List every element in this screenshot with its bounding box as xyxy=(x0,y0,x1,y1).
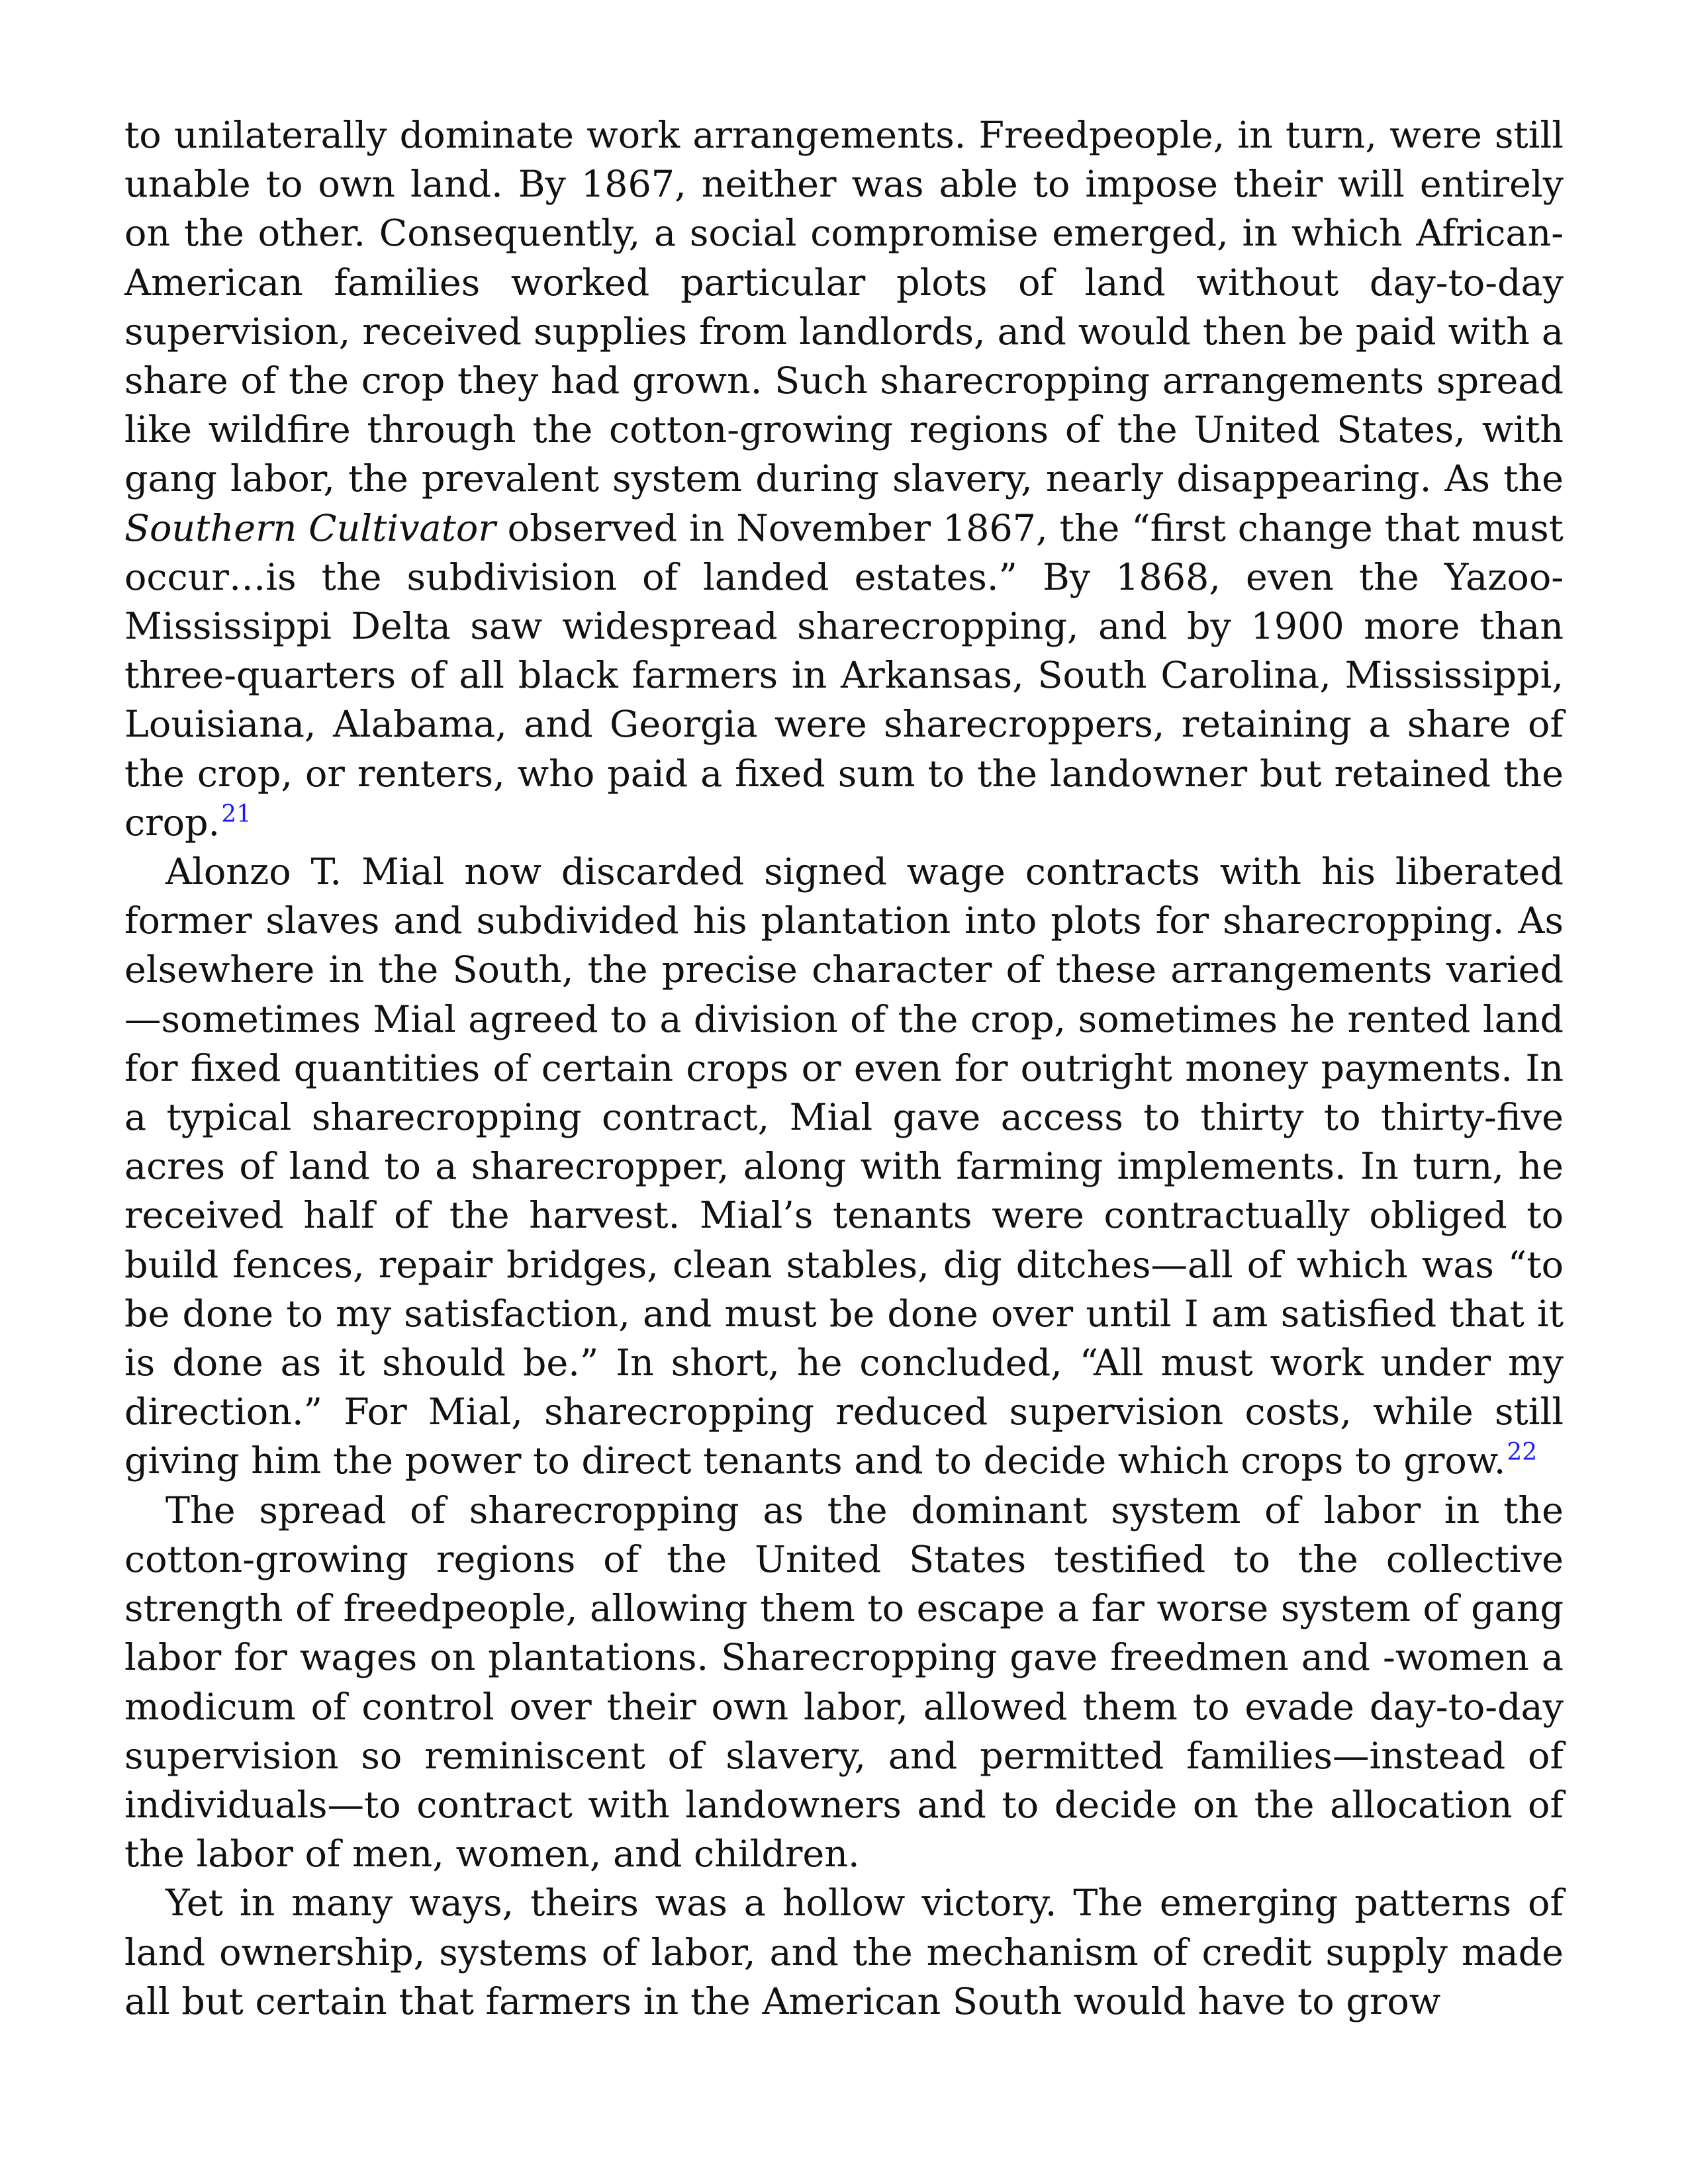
footnote-link-22[interactable]: 22 xyxy=(1507,1439,1538,1467)
paragraph-2-text: Alonzo T. Mial now discarded signed wage contracts with his liberated former slaves and subdivided his plantation into plots for sharecropping. As elsewhere in the South, the precise character of these arrangements varied—sometimes Mial agreed to a division of the crop, sometimes he rented land for fixed quantities of certain crops or even for outright money payments. In a typical sharecropping contract, Mial gave access to thirty to thirty-five acres of land to a sharecropper, along with farming implements. In turn, he received half of the harvest. Mial’s tenants were contractually obliged to build fences, repair bridges, clean stables, dig ditches—all of which was “to be done to my satisfaction, and must be done over until I am satisfied that it is done as it should be.” In short, he concluded, “All must work under my direction.” For Mial, sharecropping reduced supervision costs, while still giving him the power to direct tenants and to decide which crops to grow. xyxy=(124,850,1564,1483)
book-page xyxy=(124,111,1564,2026)
paragraph-1-text-continued: observed in November 1867, the “first change that must occur…is the subdivision of landed estates.” By 1868, even the Yazoo-Mississippi Delta saw widespread sharecropping, and by 1900 more than three-quarters of all black farmers in Arkansas, South Carolina, Mississippi, Louisiana, Alabama, and Georgia were sharecroppers, retaining a share of the crop, or renters, who paid a fixed sum to the landowner but retained the crop. xyxy=(124,506,1564,844)
footnote-link-21[interactable]: 21 xyxy=(221,800,252,828)
periodical-title: Southern Cultivator xyxy=(124,506,496,550)
paragraph-3-text: The spread of sharecropping as the dominant system of labor in the cotton-growing regions of the United States testified to the collective strength of freedpeople, allowing them to escape a far worse system of gang labor for wages on plantations. Sharecropping gave freedmen and -women a modicum of control over their own labor, allowed them to evade day-to-day supervision so reminiscent of slavery, and permitted families—instead of individuals—to contract with landowners and to decide on the allocation of the labor of men, women, and children. xyxy=(124,1488,1564,1876)
paragraph-1-text: to unilaterally dominate work arrangements. Freedpeople, in turn, were still unable to own land. By 1867, neither was able to impose their will entirely on the other. Consequently, a social compromise emerged, in which African-American families worked particular plots of land without day-to-day supervision, received supplies from landlords, and would then be paid with a share of the crop they had grown. Such sharecropping arrangements spread like wildfire through the cotton-growing regions of the United States, with gang labor, the prevalent system during slavery, nearly disappearing. As the xyxy=(124,114,1564,501)
paragraph-2 xyxy=(124,848,1564,1486)
paragraph-4 xyxy=(124,1879,1564,2026)
paragraph-3 xyxy=(124,1486,1564,1880)
paragraph-1 xyxy=(124,111,1564,848)
paragraph-4-text: Yet in many ways, theirs was a hollow victory. The emerging patterns of land ownership, systems of labor, and the mechanism of credit supply made all but certain that farmers in the American South would have to grow xyxy=(124,1882,1564,2023)
